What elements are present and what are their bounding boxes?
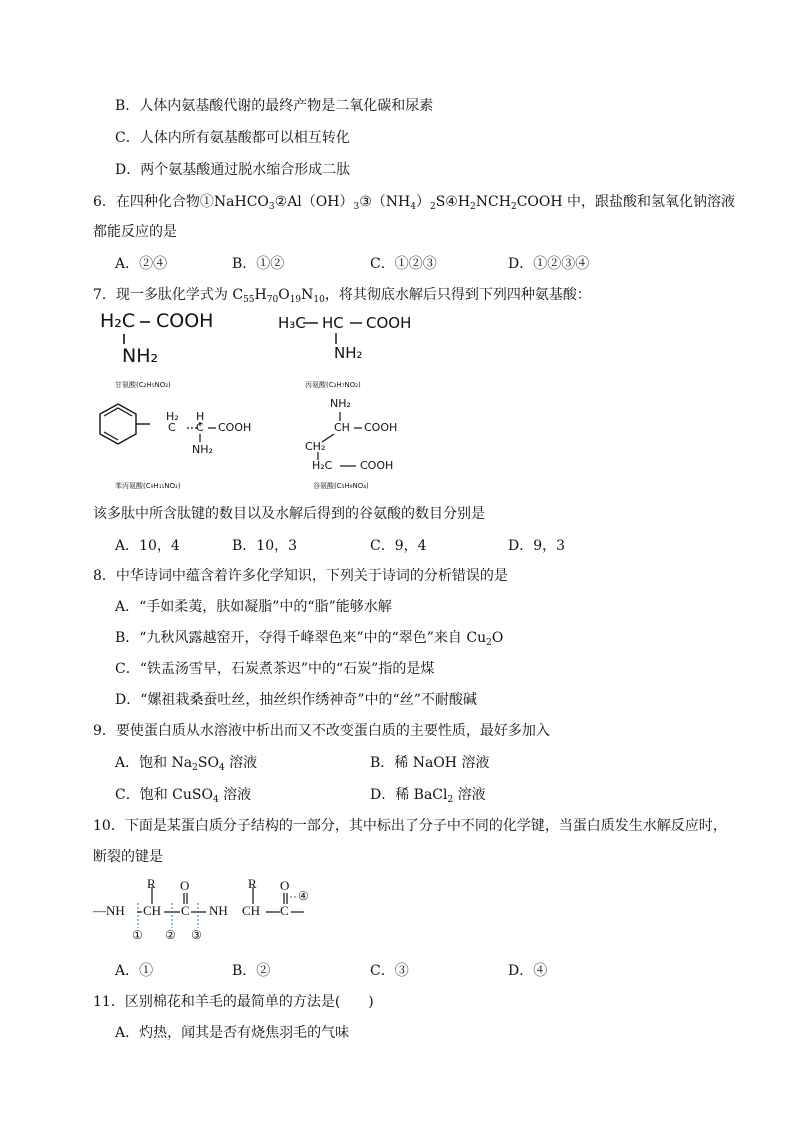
q8-option-a: A．“手如柔荑，肤如凝脂”中的“脂”能够水解: [115, 599, 392, 615]
q11-option-a: A．灼热，闻其是否有烧焦羽毛的气味: [115, 1025, 350, 1041]
phenylalanine-cooh: COOH: [218, 421, 252, 434]
phenylalanine-h2: H₂: [166, 410, 179, 423]
alanine-nh2: NH₂: [334, 344, 363, 362]
q8-option-c: C．“铁盂汤雪早，石炭煮茶迟”中的“石炭”指的是煤: [115, 661, 435, 677]
peptide-c-1: C: [181, 903, 190, 918]
peptide-o1: O: [180, 878, 190, 893]
q8-option-b: B．“九秋风露越窑开，夺得千峰翠色来”中的“翠色”来自 $Cu_2O$: [115, 630, 504, 648]
glycine-cooh: COOH: [156, 310, 214, 332]
q7-option-b: B．10，3: [232, 538, 298, 554]
q8-stem: 8．中华诗词中蕴含着许多化学知识，下列关于诗词的分析错误的是: [93, 568, 508, 584]
glutamate-cooh-2: COOH: [360, 459, 394, 472]
q7-option-c: C．9，4: [370, 538, 427, 554]
q9-option-c: C．饱和 CuSO$_4$ 溶液: [115, 787, 252, 805]
alanine-cooh: COOH: [366, 314, 412, 332]
phenylalanine-h: H: [196, 410, 205, 423]
peptide-r1: R: [147, 876, 156, 891]
q7-question: 该多肽中所含肽键的数目以及水解后得到的谷氨酸的数目分别是: [93, 506, 485, 522]
q9-stem: 9．要使蛋白质从水溶液中析出而又不改变蛋白质的主要性质，最好多加入: [93, 723, 550, 739]
q6-stem-continued: 都能反应的是: [93, 224, 177, 240]
glutamate-cooh-1: COOH: [364, 421, 398, 434]
q10-stem-continued: 断裂的键是: [93, 849, 163, 865]
q5-option-c: C．人体内所有氨基酸都可以相互转化: [115, 130, 350, 146]
peptide-r2: R: [248, 876, 257, 891]
q5-option-b: B．人体内氨基酸代谢的最终产物是二氧化碳和尿素: [115, 98, 434, 114]
alanine-h3c: H₃C: [278, 314, 306, 332]
q10-option-a: A．①: [115, 963, 154, 979]
glycine-nh2: NH₂: [122, 345, 159, 367]
phenylalanine-caption: 苯丙氨酸(C₉H₁₁NO₂): [115, 482, 181, 490]
q7-option-a: A．10，4: [115, 538, 180, 554]
peptide-nh-1: —NH: [93, 903, 125, 918]
alanine-caption: 丙氨酸(C₃H₇NO₂): [305, 381, 361, 389]
glutamate-h2c: H₂C: [312, 459, 333, 472]
q6-option-b: B．①②: [232, 256, 285, 272]
peptide-nh-2: NH: [209, 903, 228, 918]
q6-option-d: D．①②③④: [508, 256, 590, 272]
bond-marker-2: ②: [165, 928, 176, 942]
q8-option-d: D．“嫘祖栽桑蚕吐丝，抽丝织作绣神奇”中的“丝”不耐酸碱: [115, 692, 477, 708]
bond-marker-1: ①: [132, 928, 143, 942]
q10-option-b: B．②: [232, 963, 271, 979]
peptide-o2: O: [280, 878, 290, 893]
glycine-caption: 甘氨酸(C₂H₅NO₂): [115, 381, 171, 389]
q11-stem: 11．区别棉花和羊毛的最简单的方法是( ): [93, 994, 374, 1010]
peptide-ch-1: CH: [143, 903, 162, 918]
q7-option-d: D．9，3: [508, 538, 566, 554]
q10-stem: 10．下面是某蛋白质分子结构的一部分，其中标出了分子中不同的化学键，当蛋白质发生水解反应时，: [93, 818, 727, 834]
glutamate-nh2: NH₂: [330, 397, 351, 410]
phenylalanine-c1: C: [168, 421, 176, 434]
q10-option-d: D．④: [508, 963, 548, 979]
q7-stem: 7．现一多肽化学式为 $C_{55}H_{70}O_{19}N_{10}$，将其彻底水解后只得到下列四种氨基酸：: [93, 287, 591, 305]
q6-option-a: A．②④: [115, 256, 168, 272]
glutamate-ch2: CH₂: [305, 440, 326, 453]
q9-option-a: A．饱和 $Na_2SO_4$ 溶液: [115, 755, 258, 773]
bond-marker-3: ③: [191, 928, 202, 942]
q9-option-d: D．稀 BaCl$_2$ 溶液: [370, 787, 486, 805]
q6-option-c: C．①②③: [370, 256, 437, 272]
glutamate-ch: CH: [334, 421, 350, 434]
q5-option-d: D．两个氨基酸通过脱水缩合形成二肽: [115, 162, 351, 178]
q10-option-c: C．③: [370, 963, 409, 979]
peptide-ch-2: CH: [242, 903, 261, 918]
glycine-h2c: H₂C: [100, 310, 136, 332]
peptide-c-2: C: [280, 903, 289, 918]
alanine-hc: HC: [322, 314, 344, 332]
phenylalanine-nh2: NH₂: [192, 443, 213, 456]
bond-marker-4: ④: [298, 889, 309, 903]
q9-option-b: B．稀 NaOH 溶液: [370, 755, 490, 771]
glutamate-caption: 谷氨酸(C₅H₉NO₄): [313, 482, 369, 490]
phenylalanine-c2: C: [196, 421, 204, 434]
benzene-ring: [100, 404, 136, 444]
q6-stem: 6．在四种化合物$①NaHCO_3②Al(OH)_3③(NH_4)_2S④H_2NCH_2COOH$ 中，跟盐酸和氢氧化钠溶液: [93, 194, 736, 212]
